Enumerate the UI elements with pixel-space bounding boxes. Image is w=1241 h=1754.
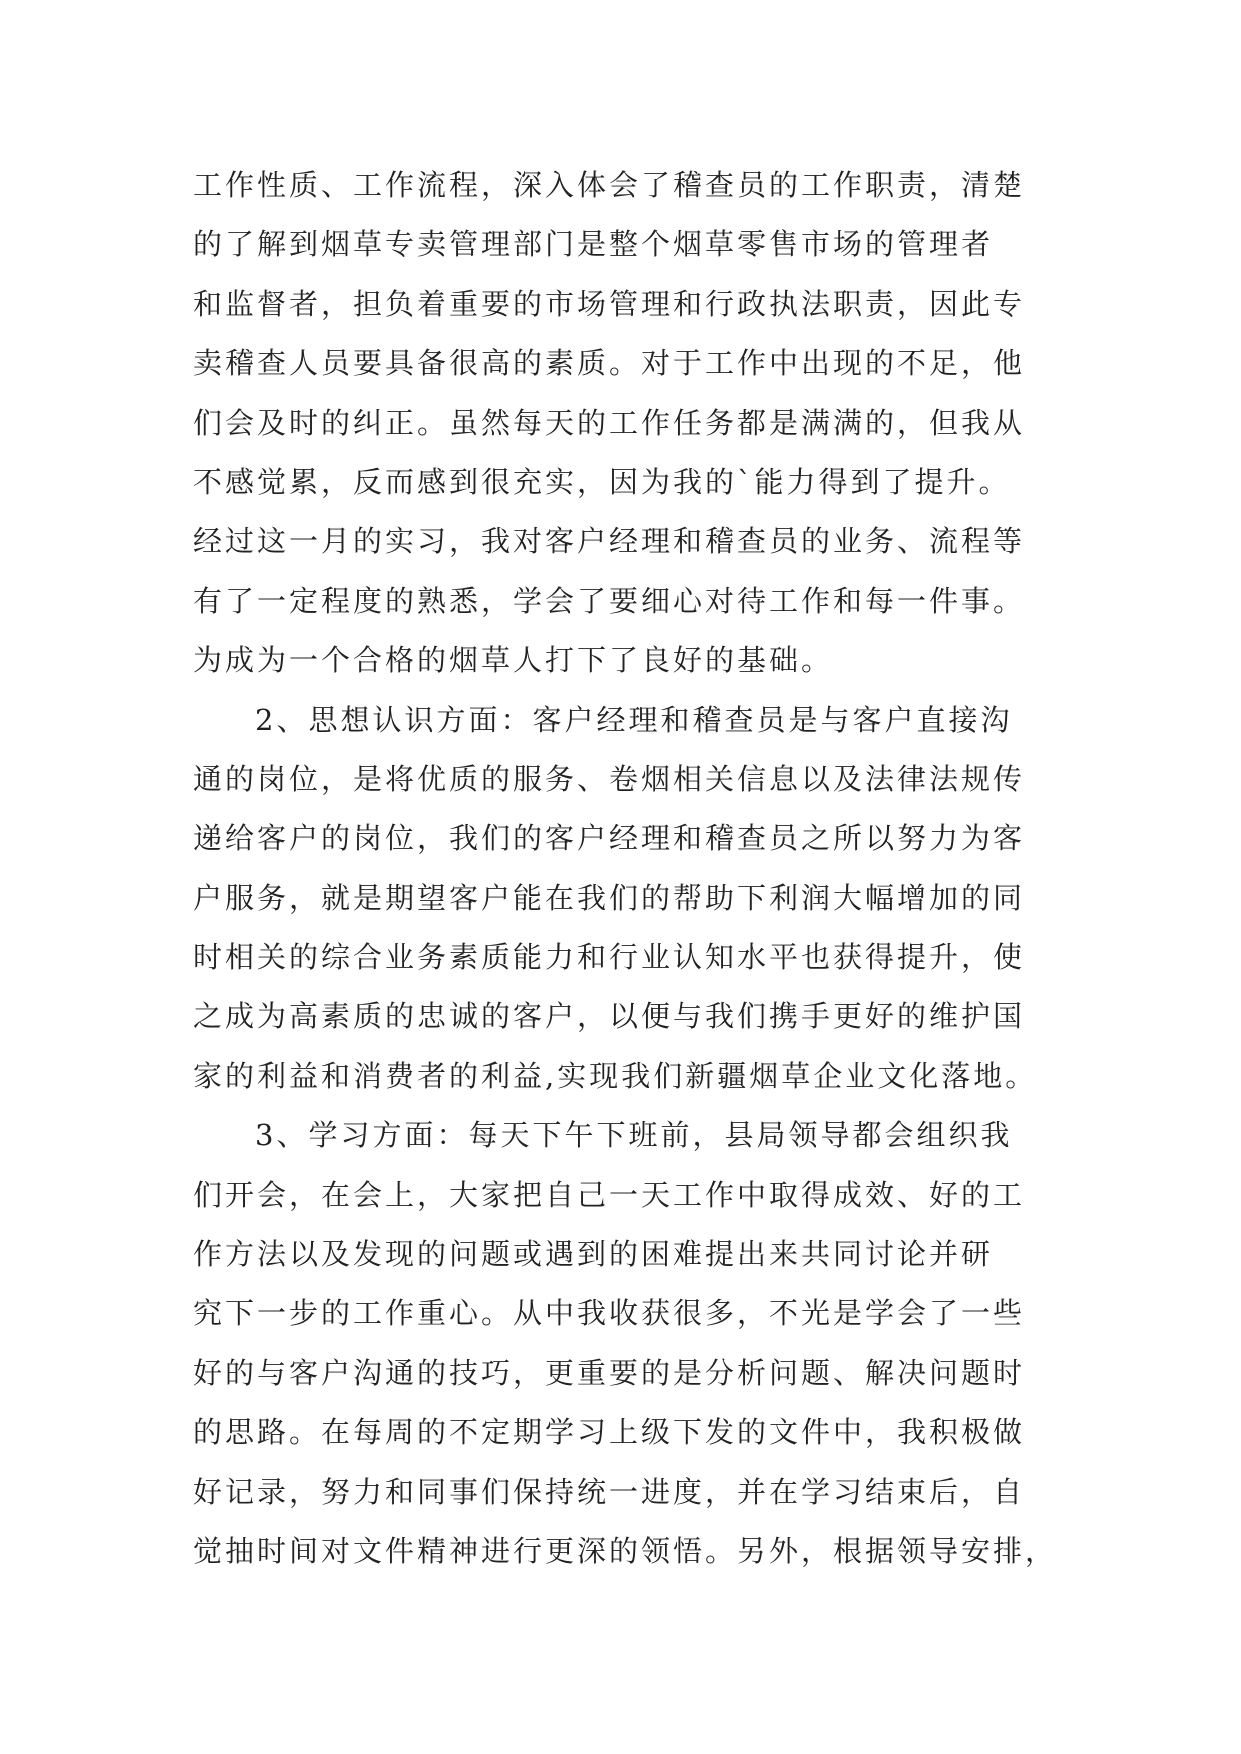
text-line: 好的与客户沟通的技巧，更重要的是分析问题、解决问题时 [193,1355,1026,1390]
text-line: 的思路。在每周的不定期学习上级下发的文件中，我积极做 [193,1415,1026,1450]
text-line: 时相关的综合业务素质能力和行业认知水平也获得提升，使 [193,940,1026,975]
text-line: 不感觉累，反而感到很充实，因为我的`能力得到了提升。 [193,464,1011,499]
text-line: 们开会，在会上，大家把自己一天工作中取得成效、好的工 [193,1177,1026,1212]
text-line: 和监督者，担负着重要的市场管理和行政执法职责，因此专 [193,286,1026,321]
text-line: 们会及时的纠正。虽然每天的工作任务都是满满的，但我从 [193,405,1026,440]
text-line: 户服务，就是期望客户能在我们的帮助下利润大幅增加的同 [193,880,1026,915]
text-line: 作方法以及发现的问题或遇到的困难提出来共同讨论并研 [193,1237,994,1272]
text-line: 之成为高素质的忠诚的客户，以便与我们携手更好的维护国 [193,999,1026,1034]
text-line: 通的岗位，是将优质的服务、卷烟相关信息以及法律法规传 [193,761,1026,796]
paragraph-start-line: 3、学习方面：每天下午下班前，县局领导都会组织我 [255,1118,1013,1153]
text-line: 工作性质、工作流程，深入体会了稽查员的工作职责，清楚 [193,168,1026,202]
text-line: 经过这一月的实习，我对客户经理和稽查员的业务、流程等 [193,524,1026,559]
text-line: 有了一定程度的熟悉，学会了要细心对待工作和每一件事。 [193,583,1026,618]
text-line: 的了解到烟草专卖管理部门是整个烟草零售市场的管理者 [193,227,994,262]
text-line: 卖稽查人员要具备很高的素质。对于工作中出现的不足，他 [193,346,1026,381]
text-line: 递给客户的岗位，我们的客户经理和稽查员之所以努力为客 [193,821,1026,856]
text-line: 好记录，努力和同事们保持统一进度，并在学习结束后，自 [193,1474,1026,1509]
text-line: 觉抽时间对文件精神进行更深的领悟。另外，根据领导安排， [193,1533,1058,1568]
text-line: 为成为一个合格的烟草人打下了良好的基础。 [193,643,834,678]
text-line: 家的利益和消费者的利益,实现我们新疆烟草企业文化落地。 [193,1058,1038,1093]
text-line: 究下一步的工作重心。从中我收获很多，不光是学会了一些 [193,1296,1026,1331]
paragraph-start-line: 2、思想认识方面：客户经理和稽查员是与客户直接沟 [255,702,1013,737]
body-text [193,156,1073,1581]
